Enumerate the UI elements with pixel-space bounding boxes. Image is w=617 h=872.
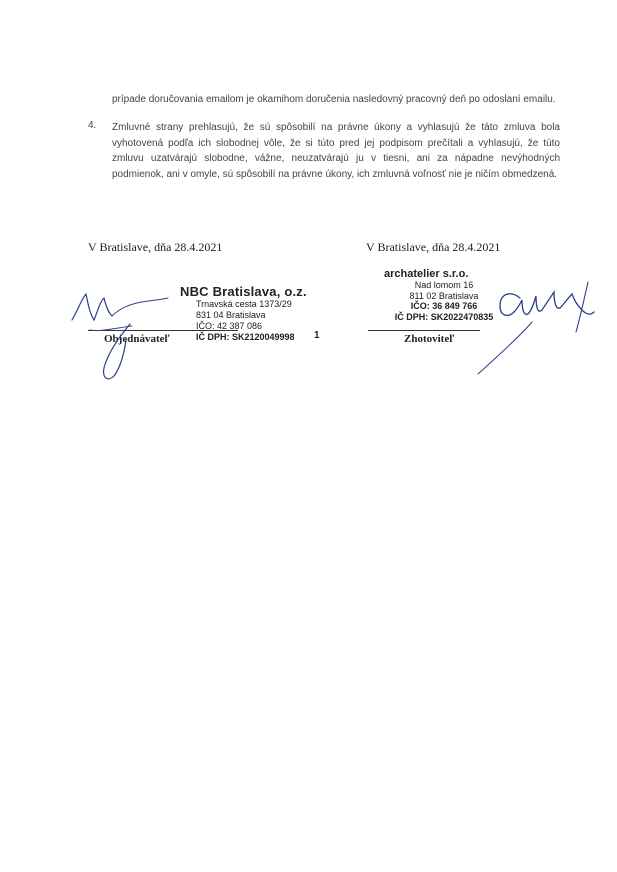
- left-stamp-name: NBC Bratislava, o.z.: [180, 284, 307, 299]
- left-signature-icon: [60, 280, 200, 390]
- item-number: 4.: [88, 120, 97, 131]
- left-company-stamp: [180, 284, 330, 343]
- right-role-label: Zhotoviteľ: [404, 333, 455, 345]
- right-stamp-city: 811 02 Bratislava: [409, 290, 479, 301]
- right-stamp-ico: IČO: 36 849 766: [410, 301, 478, 311]
- left-place-date: V Bratislave, dňa 28.4.2021: [88, 240, 223, 254]
- right-stamp-icdph: IČ DPH: SK2022470835: [394, 311, 494, 322]
- item-text: Zmluvné strany prehlasujú, že sú spôsobilí na právne úkony a vyhlasujú že táto zmluva bola vyhotovená podľa ich slobodnej vôle, že si túto pred jej podpisom prečítali a vyhlasujú, že túto zmluvu uzatvárajú slobodne, vážne, neuzatvárajú ju v tiesni, ani za nápadne nevýhodných podmienok, ani v omyle, sú spôsobilí na právne úkony, ich zmluvná voľnosť nie je ničím obmedzená.: [112, 122, 560, 180]
- left-stamp-street: Trnavská cesta 1373/29: [196, 299, 292, 309]
- page-number: 1: [314, 330, 320, 341]
- left-stamp-ico: IČO: 42 387 086: [196, 321, 263, 331]
- right-stamp-street: Nad lomom 16: [414, 280, 474, 290]
- right-place-date: V Bratislave, dňa 28.4.2021: [366, 240, 501, 254]
- right-signature-line: [368, 330, 480, 331]
- right-signature-icon: [470, 270, 610, 380]
- left-stamp-icdph: IČ DPH: SK2120049998: [196, 332, 295, 342]
- left-role-label: Objednávateľ: [104, 333, 170, 345]
- paragraph-continuation: prípade doručovania emailom je okamihom doručenia nasledovný pracovný deň po odoslaní emailu.: [112, 94, 556, 105]
- left-stamp-city: 831 04 Bratislava: [196, 310, 266, 320]
- right-stamp-name: archatelier s.r.o.: [384, 268, 469, 280]
